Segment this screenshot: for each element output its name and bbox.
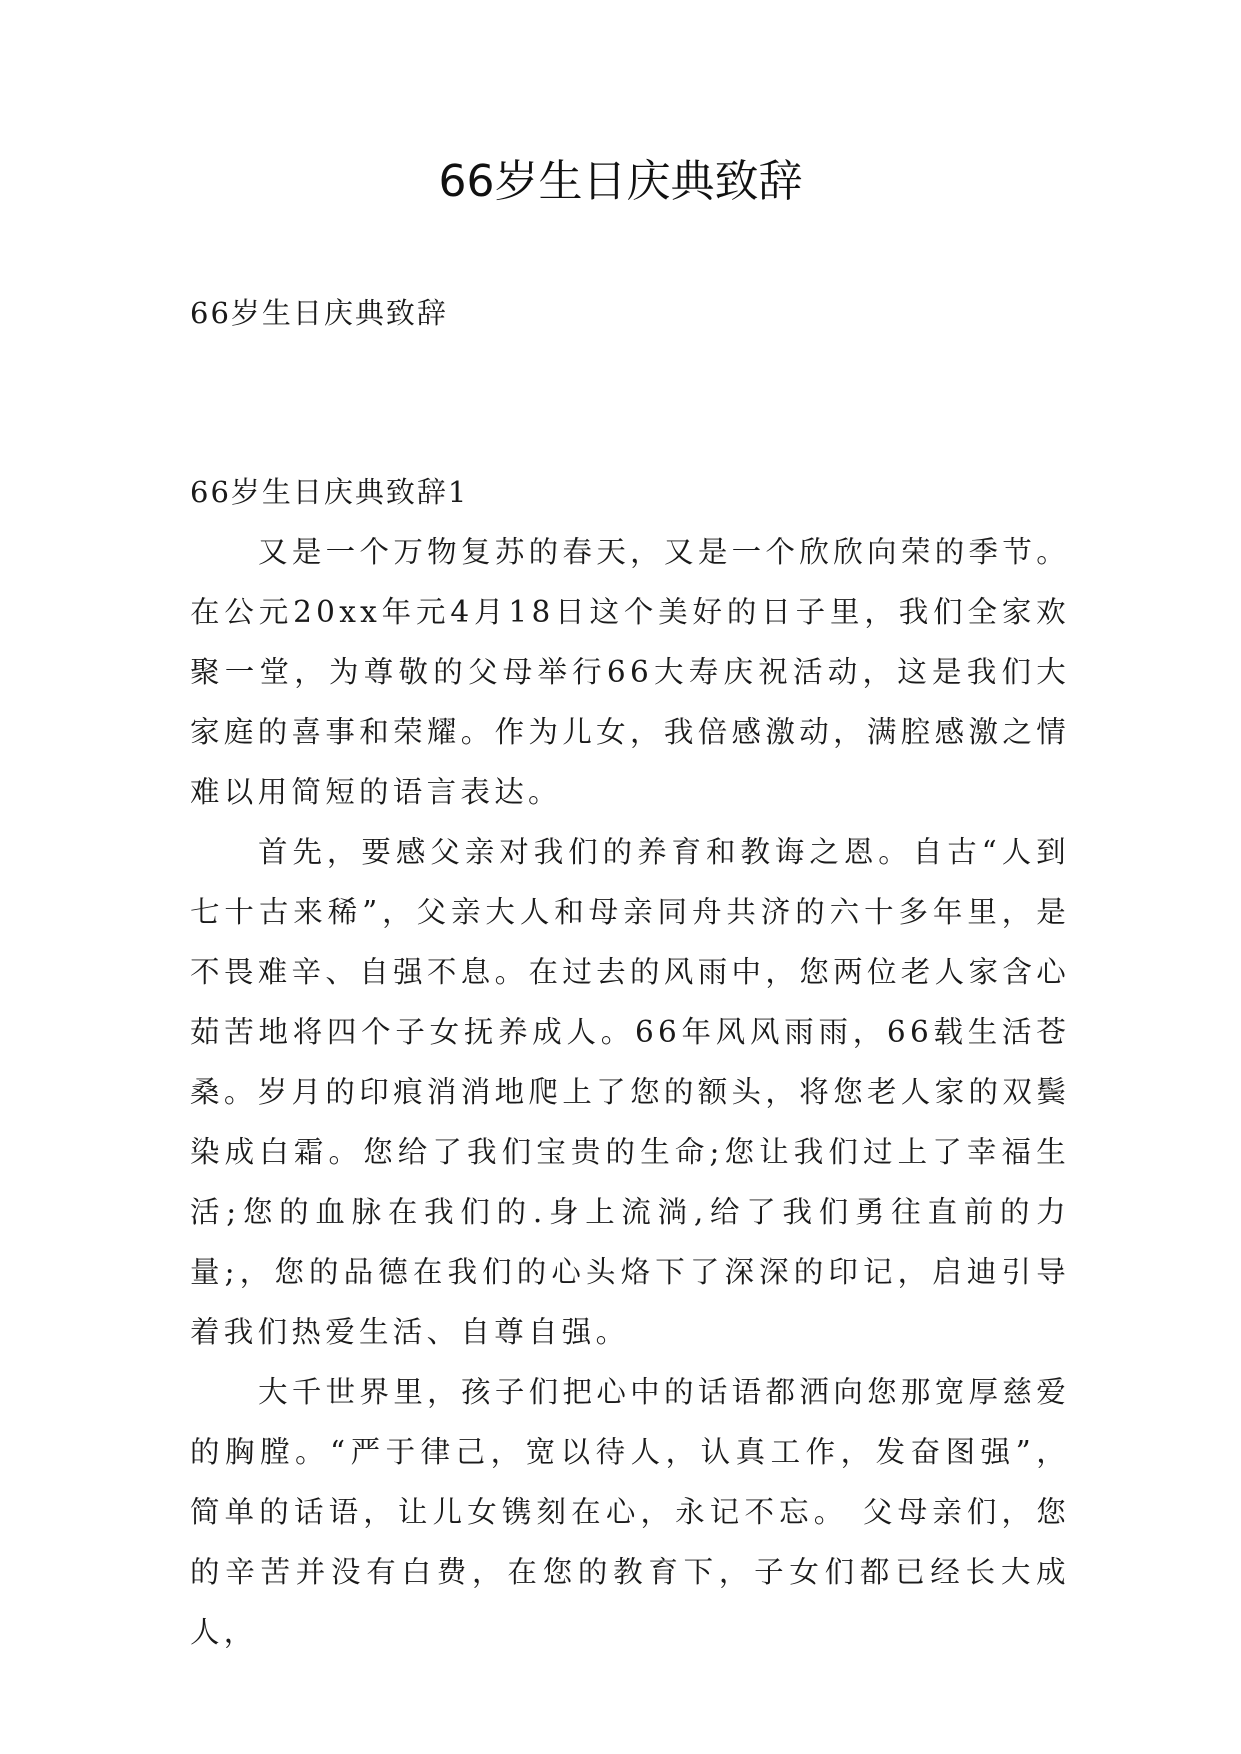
paragraph: 又是一个万物复苏的春天，又是一个欣欣向荣的季节。在公元20xx年元4月18日这个美好的日子里，我们全家欢聚一堂，为尊敬的父母举行66大寿庆祝活动，这是我们大家庭的喜事和荣耀。作为儿女，我倍感激动，满腔感激之情难以用简短的语言表达。 (190, 535, 1070, 809)
paragraph: 首先，要感父亲对我们的养育和教诲之恩。自古“人到七十古来稀”，父亲大人和母亲同舟共济的六十多年里，是不畏难辛、自强不息。在过去的风雨中，您两位老人家含心茹苦地将四个子女抚养成人。66年风风雨雨，66载生活苍桑。岁月的印痕消消地爬上了您的额头，将您老人家的双鬓染成白霜。您给了我们宝贵的生命;您让我们过上了幸福生活;您的血脉在我们的.身上流淌,给了我们勇往直前的力量;，您的品德在我们的心头烙下了深深的印记，启迪引导着我们热爱生活、自尊自强。 (190, 835, 1070, 1349)
paragraph: 大千世界里，孩子们把心中的话语都洒向您那宽厚慈爱的胸膛。“严于律己，宽以待人，认真工作，发奋图强”，简单的话语，让儿女镌刻在心，永记不忘。 父母亲们，您的辛苦并没有白费，在您的教育下，子女们都已经长大成人， (190, 1375, 1070, 1649)
section-heading: 66岁生日庆典致辞1 (190, 475, 469, 509)
document-body (190, 522, 1070, 1662)
document-subtitle: 66岁生日庆典致辞 (190, 296, 448, 330)
document-title: 66岁生日庆典致辞 (438, 156, 803, 207)
